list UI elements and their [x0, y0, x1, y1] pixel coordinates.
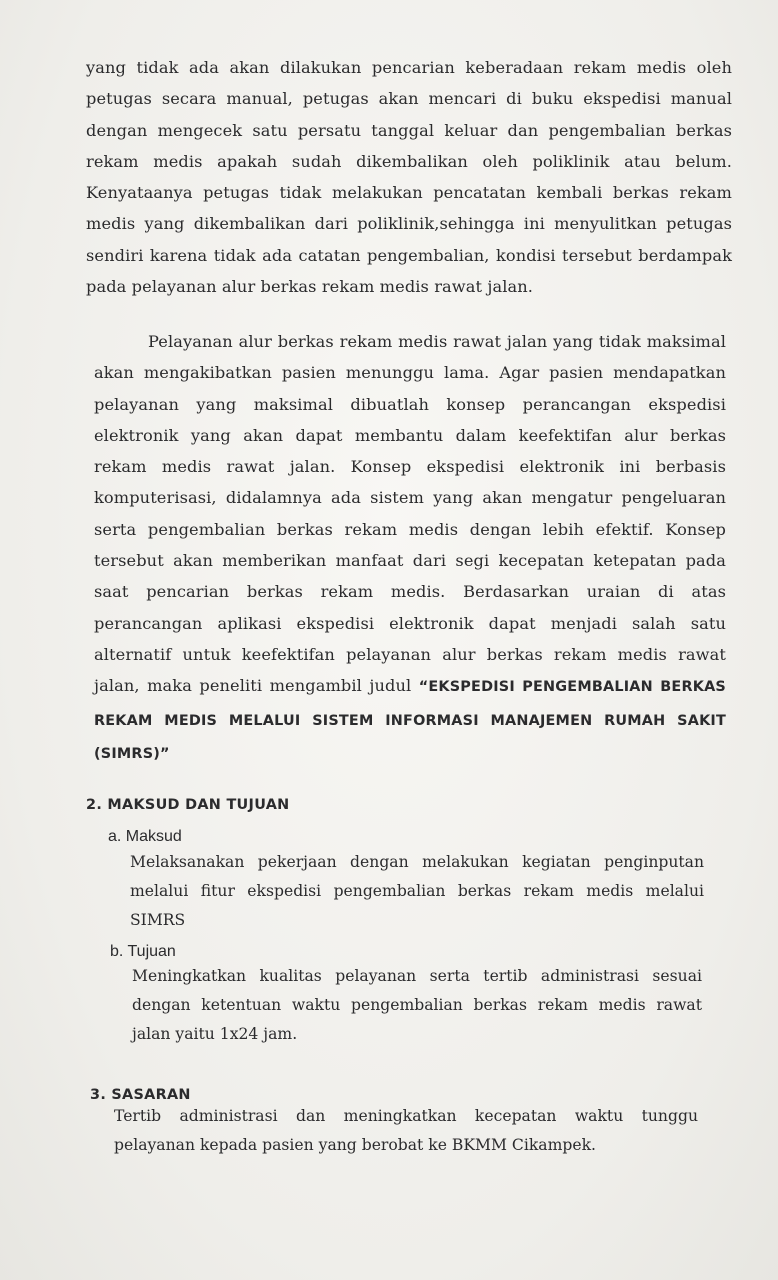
paragraph-background [94, 326, 726, 770]
section-text-sasaran: Tertib administrasi dan meningkatkan kecepatan waktu tunggu pelayanan kepada pasien yang berobat ke BKMM Cikampek. [114, 1107, 698, 1154]
section-heading-sasaran: 3. SASARAN [90, 1087, 191, 1103]
paragraph-background-text: Pelayanan alur berkas rekam medis rawat jalan yang tidak maksimal akan mengakibatkan pasien menunggu lama. Agar pasien mendapatkan pelayanan yang maksimal dibuatlah konsep perancangan ekspedisi elektronik yang akan dapat membantu dalam keefektifan alur berkas rekam medis rawat jalan. Konsep ekspedisi elektronik ini berbasis komputerisasi, didalamnya ada sistem yang akan mengatur pengeluaran serta pengembalian berkas rekam medis dengan lebih efektif. Konsep tersebut akan memberikan manfaat dari segi kecepatan ketepatan pada saat pencarian berkas rekam medis. Berdasarkan uraian di atas perancangan aplikasi ekspedisi elektronik dapat menjadi salah satu alternatif untuk keefektifan pelayanan alur berkas rekam medis rawat jalan, maka peneliti mengambil judul [94, 332, 726, 696]
subsection-label-maksud: a. Maksud [108, 828, 182, 845]
research-title: “EKSPEDISI PENGEMBALIAN BERKAS REKAM MEDIS MELALUI SISTEM INFORMASI MANAJEMEN RUMAH SAKIT (SIMRS)” [94, 679, 726, 762]
section-heading-maksud-tujuan: 2. MAKSUD DAN TUJUAN [86, 797, 290, 813]
subsection-label-tujuan: b. Tujuan [110, 943, 176, 960]
paragraph-intro: yang tidak ada akan dilakukan pencarian keberadaan rekam medis oleh petugas secara manual, petugas akan mencari di buku ekspedisi manual dengan mengecek satu persatu tanggal keluar dan pengembalian berkas rekam medis apakah sudah dikembalikan oleh poliklinik atau belum. Kenyataanya petugas tidak melakukan pencatatan kembali berkas rekam medis yang dikembalikan dari poliklinik,sehingga ini menyulitkan petugas sendiri karena tidak ada catatan pengembalian, kondisi tersebut berdampak pada pelayanan alur berkas rekam medis rawat jalan. [86, 58, 732, 297]
subsection-text-maksud: Melaksanakan pekerjaan dengan melakukan kegiatan penginputan melalui fitur ekspedisi pengembalian berkas rekam medis melalui SIMRS [130, 853, 704, 929]
subsection-text-tujuan: Meningkatkan kualitas pelayanan serta tertib administrasi sesuai dengan ketentuan waktu pengembalian berkas rekam medis rawat jalan yaitu 1x24 jam. [132, 967, 702, 1043]
